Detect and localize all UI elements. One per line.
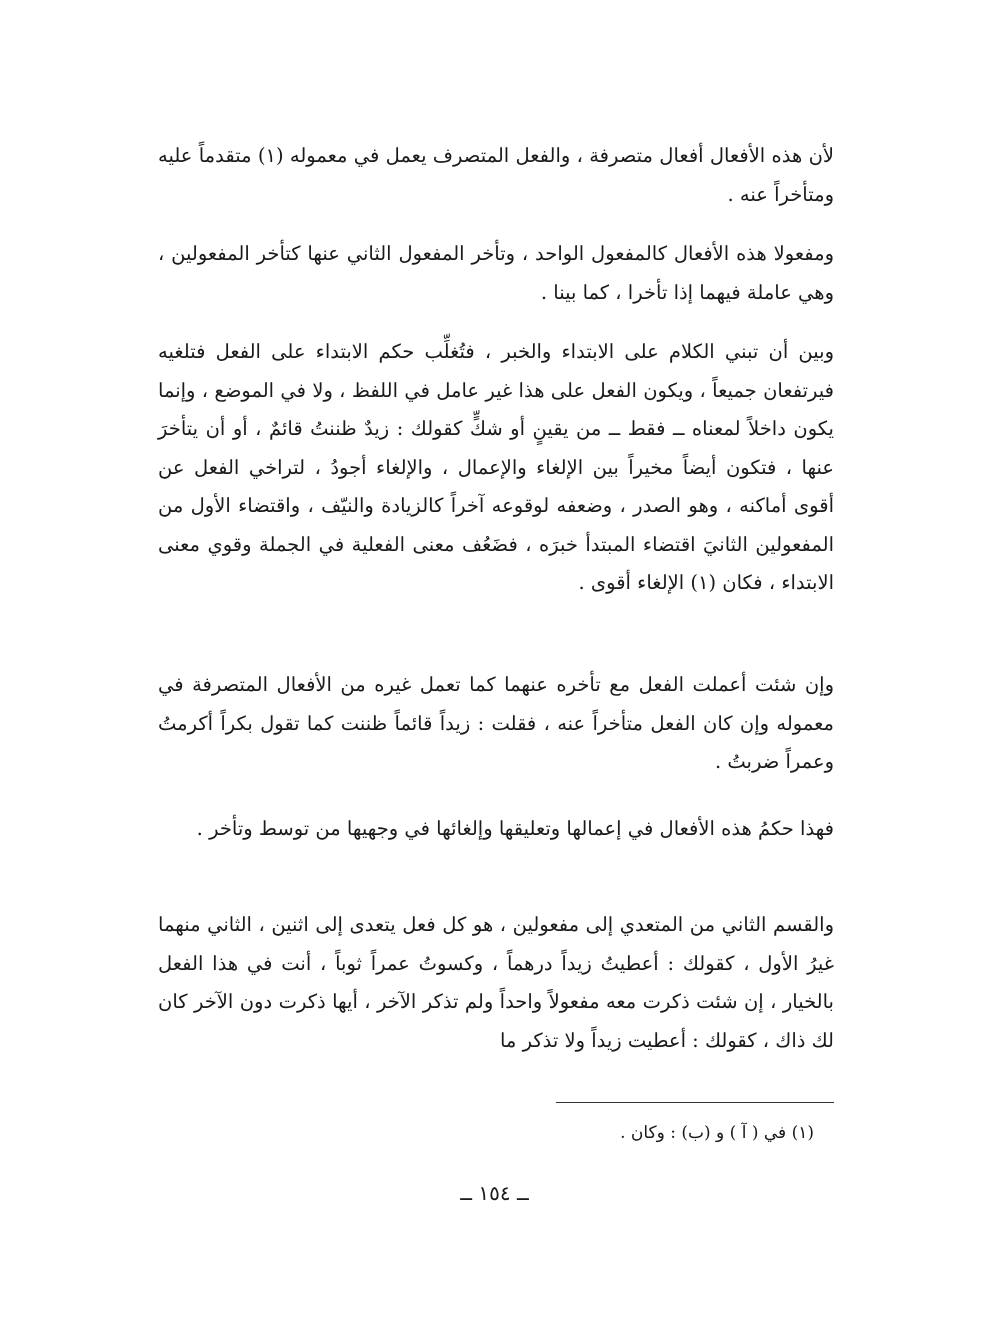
page-number: ــ ١٥٤ ــ [460,1181,529,1205]
paragraph-2: ومفعولا هذه الأفعال كالمفعول الواحد ، وتأخر المفعول الثاني عنها كتأخر المفعولين ، وهي عاملة فيهما إذا تأخرا ، كما بينا . [158,242,834,304]
paragraph-6: والقسم الثاني من المتعدي إلى مفعولين ، هو كل فعل يتعدى إلى اثنين ، الثاني منهما غيرُ الأول ، كقولك : أعطيتُ زيداً درهماً ، وكسوتُ عمراً ثوباً ، أنت في هذا الفعل بالخيار ، إن شئت ذكرت معه مفعولاً واحداً ولم تذكر الآخر ، أيها ذكرت دون الآخر كان لك ذاك ، كقولك : أعطيت زيداً ولا تذكر ما [158,913,834,1052]
paragraph-5: فهذا حكمُ هذه الأفعال في إعمالها وتعليقها وإلغائها في وجهيها من توسط وتأخر . [196,817,834,840]
paragraph-3: وبين أن تبني الكلام على الابتداء والخبر ، فتُغلِّب حكم الابتداء على الفعل فتلغيه فيرتفعان جميعاً ، ويكون الفعل على هذا غير عامل في اللفظ ، ولا في الموضع ، وإنما يكون داخلاً لمعناه ــ فقط ــ من يقينٍ أو شكٍّ كقولك : زيدٌ ظننتُ قائمٌ ، أو أن يتأخرَ عنها ، فتكون أيضاً مخيراً بين الإلغاء والإعمال ، والإلغاء أجودُ ، لتراخي الفعل عن أقوى أماكنه ، وهو الصدر ، وضعفه لوقوعه آخراً كالزيادة والنيّف ، واقتضاء الأول من المفعولين الثانيَ اقتضاء المبتدأ خبرَه ، فضَعُف معنى الفعلية في الجملة وقوي معنى الابتداء ، فكان (١) الإلغاء أقوى . [158,340,834,594]
paragraph-4: وإن شئت أعملت الفعل مع تأخره عنهما كما تعمل غيره من الأفعال المتصرفة في معموله وإن كان الفعل متأخراً عنه ، فقلت : زيداً قائماً ظننت كما تقول بكراً أكرمتُ وعمراً ضربتُ . [158,673,834,773]
footnote-divider [556,1102,834,1103]
paragraph-1: لأن هذه الأفعال أفعال متصرفة ، والفعل المتصرف يعمل في معموله (١) متقدماً عليه ومتأخراً عنه . [158,144,835,206]
footnote: (١) في ( آ ) و (ب) : وكان . [620,1123,814,1143]
